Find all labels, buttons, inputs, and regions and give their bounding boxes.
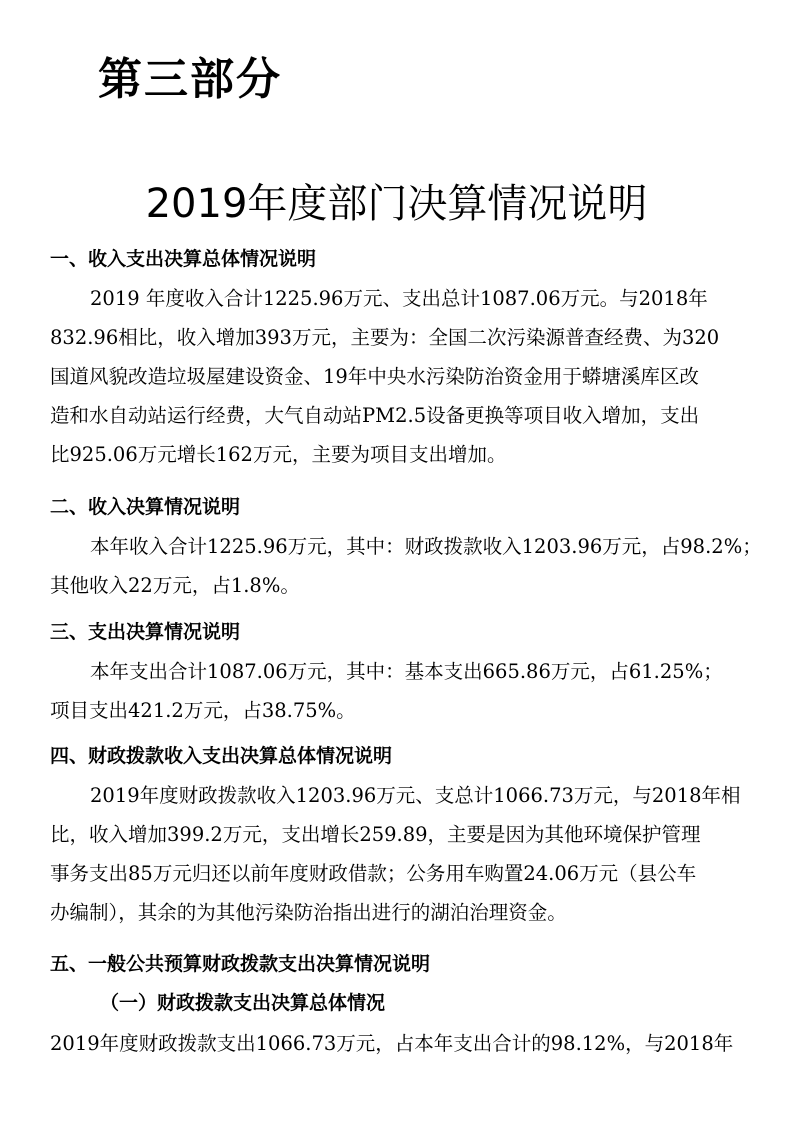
main-title: 2019年度部门决算情况说明 [145,181,648,227]
section-heading: 一、收入支出决算总体情况说明 [50,248,317,270]
paragraph-line: 事务支出85万元归还以前年度财政借款；公务用车购置24.06万元（县公车 [50,862,697,885]
paragraph-line: 2019年度财政拨款收入1203.96万元、支总计1066.73万元，与2018年相 [90,784,741,807]
subsection-heading: （一）财政拨款支出决算总体情况 [100,992,386,1014]
paragraph-line: 本年收入合计1225.96万元，其中：财政拨款收入1203.96万元，占98.2%； [90,535,762,558]
section-heading: 二、收入决算情况说明 [50,496,241,518]
paragraph-line: 本年支出合计1087.06万元，其中：基本支出665.86万元，占61.25%； [90,660,723,683]
paragraph-line: 比925.06万元增长162万元，主要为项目支出增加。 [50,443,507,466]
section-heading: 三、支出决算情况说明 [50,621,241,643]
paragraph-line: 2019年度财政拨款支出1066.73万元，占本年支出合计的98.12%，与2018年 [50,1032,734,1055]
paragraph-line: 2019 年度收入合计1225.96万元、支出总计1087.06万元。与2018年 [90,287,708,310]
paragraph-line: 办编制），其余的为其他污染防治指出进行的湖泊治理资金。 [50,901,567,924]
section-heading: 五、一般公共预算财政拨款支出决算情况说明 [50,953,431,975]
paragraph-line: 其他收入22万元，占1.8%。 [50,574,300,597]
paragraph-line: 比，收入增加399.2万元，支出增长259.89，主要是因为其他环境保护管理 [50,823,701,846]
part-title: 第三部分 [98,54,282,105]
paragraph-line: 国道风貌改造垃圾屋建设资金、19年中央水污染防治资金用于蟒塘溪库区改 [50,365,699,388]
section-heading: 四、财政拨款收入支出决算总体情况说明 [50,745,393,767]
paragraph-line: 项目支出421.2万元，占38.75%。 [50,699,356,722]
paragraph-line: 832.96相比，收入增加393万元，主要为：全国二次污染源普查经费、为320 [50,326,720,349]
paragraph-line: 造和水自动站运行经费，大气自动站PM2.5设备更换等项目收入增加，支出 [50,404,700,427]
